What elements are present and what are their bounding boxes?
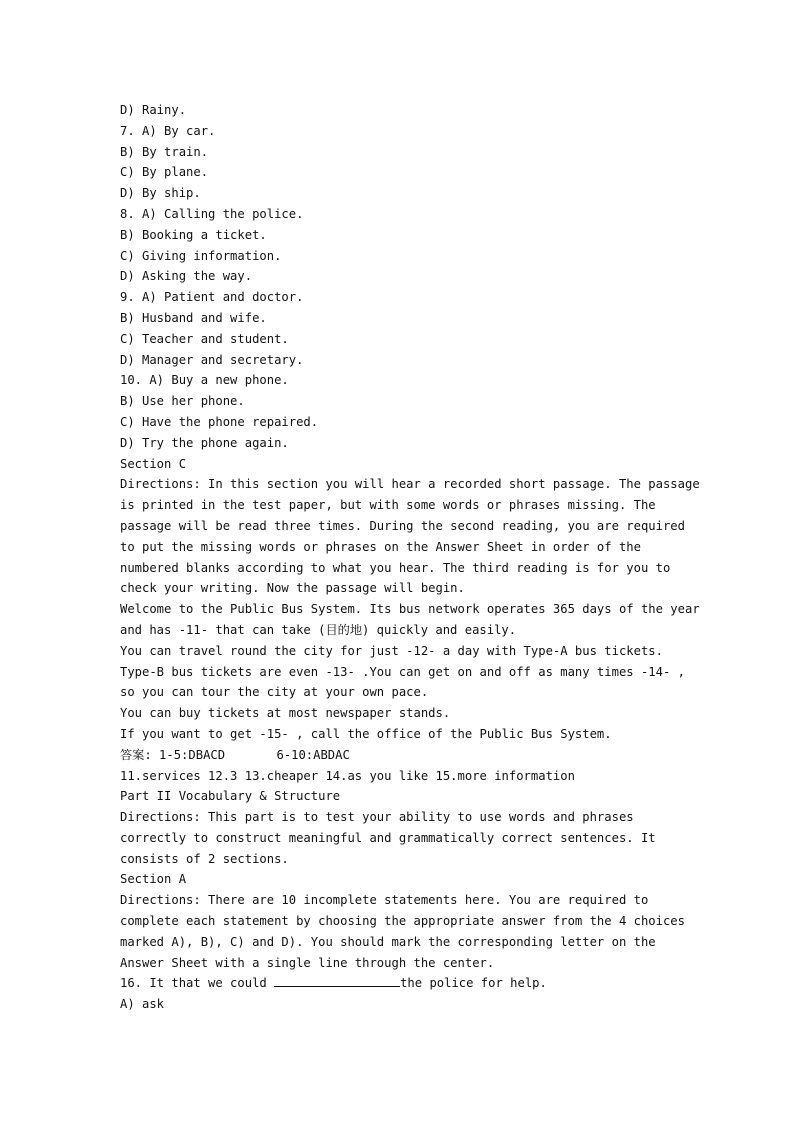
option-line: B) Use her phone. (120, 394, 245, 409)
part-heading: Part II Vocabulary & Structure (120, 789, 341, 804)
option-line: C) Giving information. (120, 248, 282, 263)
directions-line: complete each statement by choosing the appropriate answer from the 4 choices (120, 914, 685, 929)
option-line: D) Manager and secretary. (120, 352, 304, 367)
passage-line: Welcome to the Public Bus System. Its bus network operates 365 days of the year (120, 602, 700, 617)
directions-line: Directions: This part is to test your ability to use words and phrases (120, 810, 634, 825)
option-line: C) Have the phone repaired. (120, 414, 319, 429)
answer-key-line: 11.services 12.3 13.cheaper 14.as you like 15.more information (120, 768, 575, 783)
directions-line: is printed in the test paper, but with some words or phrases missing. The (120, 498, 656, 513)
answer-key-line: 答案: 1-5:DBACD 6-10:ABDAC (120, 747, 350, 762)
directions-line: check your writing. Now the passage will begin. (120, 581, 465, 596)
question-16-prefix: 16. It that we could (120, 976, 275, 991)
option-line: B) By train. (120, 144, 209, 159)
passage-line: so you can tour the city at your own pace. (120, 685, 429, 700)
passage-line: You can travel round the city for just -12- a day with Type-A bus tickets. (120, 643, 663, 658)
option-line: D) Rainy. (120, 103, 187, 117)
section-heading: Section A (120, 872, 187, 887)
document-body (120, 100, 700, 1015)
option-line: D) By ship. (120, 186, 201, 201)
answer-blank (274, 974, 400, 987)
option-line: B) Husband and wife. (120, 310, 267, 325)
question-line: 7. A) By car. (120, 123, 216, 138)
question-line: 9. A) Patient and doctor. (120, 290, 304, 305)
question-line: 8. A) Calling the police. (120, 206, 304, 221)
passage-line: and has -11- that can take (目的地) quickly and easily. (120, 622, 517, 637)
directions-line: numbered blanks according to what you hear. The third reading is for you to (120, 560, 671, 575)
directions-line: passage will be read three times. During the second reading, you are required (120, 518, 685, 533)
question-16-suffix: the police for help. (400, 976, 547, 991)
passage-line: You can buy tickets at most newspaper stands. (120, 706, 451, 721)
passage-line: If you want to get -15- , call the office of the Public Bus System. (120, 726, 612, 741)
option-line: C) By plane. (120, 165, 209, 180)
passage-line: Type-B bus tickets are even -13- .You can get on and off as many times -14- , (120, 664, 685, 679)
directions-line: Directions: In this section you will hear a recorded short passage. The passage (120, 477, 700, 492)
option-line: C) Teacher and student. (120, 331, 289, 346)
directions-line: marked A), B), C) and D). You should mark the corresponding letter on the (120, 934, 656, 949)
question-line: 10. A) Buy a new phone. (120, 373, 289, 388)
directions-line: correctly to construct meaningful and grammatically correct sentences. It (120, 830, 656, 845)
option-line: A) ask (120, 997, 165, 1012)
section-heading: Section C (120, 456, 187, 471)
directions-line: to put the missing words or phrases on the Answer Sheet in order of the (120, 539, 641, 554)
directions-line: Directions: There are 10 incomplete statements here. You are required to (120, 893, 649, 908)
directions-line: Answer Sheet with a single line through the center. (120, 955, 495, 970)
question-16-line (120, 973, 680, 994)
option-line: D) Asking the way. (120, 269, 253, 284)
directions-line: consists of 2 sections. (120, 851, 289, 866)
option-line: B) Booking a ticket. (120, 227, 267, 242)
option-line: D) Try the phone again. (120, 435, 289, 450)
